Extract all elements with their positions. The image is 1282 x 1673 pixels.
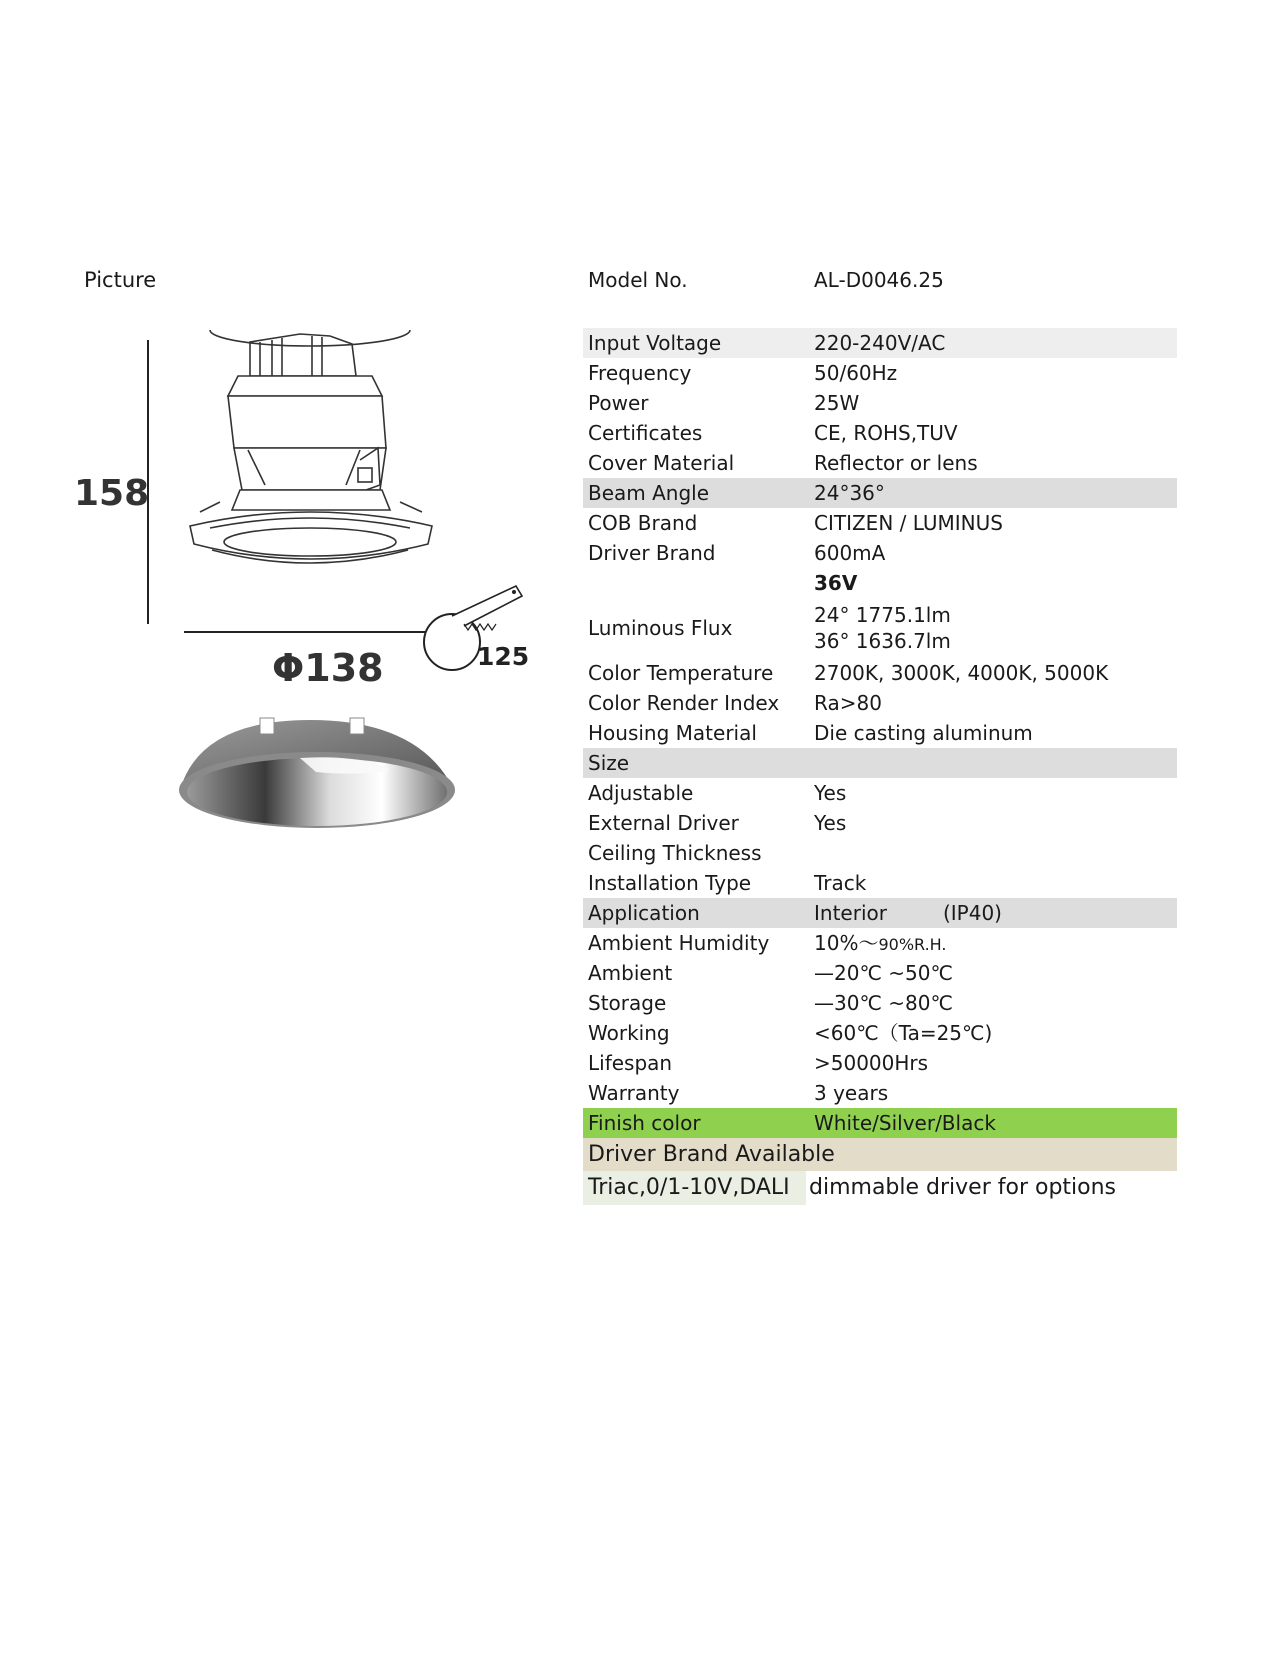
spec-value: CITIZEN / LUMINUS [814, 511, 1003, 535]
spec-value: —30℃ ~80℃ [814, 991, 953, 1015]
spec-row [583, 898, 1177, 928]
driver-options-row [583, 1171, 1177, 1205]
spec-row [583, 658, 1177, 688]
spec-key: Housing Material [588, 721, 757, 745]
spec-key: Adjustable [588, 781, 694, 805]
spec-row [583, 928, 1177, 958]
spec-value: Yes [814, 781, 847, 805]
spec-key: Lifespan [588, 1051, 673, 1075]
driver-available-label: Driver Brand Available [588, 1142, 835, 1167]
spec-row [583, 388, 1177, 418]
spec-row [583, 568, 1177, 598]
spec-value: 50/60Hz [814, 361, 898, 385]
spec-value: Track [814, 871, 867, 895]
spec-key: Finish color [588, 1111, 701, 1135]
spec-value: Reflector or lens [814, 451, 978, 475]
picture-label: Picture [84, 268, 157, 292]
spec-value [814, 928, 946, 960]
spec-row [583, 538, 1177, 568]
spec-row [583, 1048, 1177, 1078]
model-number-label: Model No. [588, 268, 688, 292]
spec-key: Ambient Humidity [588, 931, 770, 955]
spec-value: >50000Hrs [814, 1051, 929, 1075]
spec-row [583, 988, 1177, 1018]
spec-value: 600mA [814, 541, 886, 565]
spec-row [583, 718, 1177, 748]
spec-row [583, 748, 1177, 778]
cutout-dimension: 125 [477, 642, 530, 671]
spec-value: 220-240V/AC [814, 331, 946, 355]
spec-value: <60℃（Ta=25℃) [814, 1021, 993, 1045]
spec-value: 24°36° [814, 481, 885, 505]
spec-row [583, 508, 1177, 538]
spec-value: Yes [814, 811, 847, 835]
diameter-dimension: Φ138 [272, 646, 384, 690]
spec-key: Color Temperature [588, 661, 774, 685]
spec-value: CE, ROHS,TUV [814, 421, 958, 445]
driver-available-row [583, 1138, 1177, 1171]
spec-key: Installation Type [588, 871, 752, 895]
spec-row [583, 778, 1177, 808]
spec-key: Warranty [588, 1081, 680, 1105]
spec-key: Certificates [588, 421, 703, 445]
spec-row [583, 478, 1177, 508]
height-dimension: 158 [74, 473, 150, 514]
spec-row [583, 1018, 1177, 1048]
spec-row [583, 448, 1177, 478]
spec-row [583, 1078, 1177, 1108]
spec-key: Beam Angle [588, 481, 710, 505]
spec-key: Input Voltage [588, 331, 722, 355]
spec-row [583, 958, 1177, 988]
spec-key: Application [588, 901, 700, 925]
flux-line-2: 36° 1636.7lm [814, 629, 951, 653]
spec-value: White/Silver/Black [814, 1111, 996, 1135]
product-drawing [60, 330, 560, 870]
spec-key: Size [588, 751, 630, 775]
humidity-max: 90%R.H. [878, 935, 947, 954]
spec-value: 3 years [814, 1081, 889, 1105]
spec-value: 36V [814, 571, 858, 595]
spec-table [583, 328, 1177, 1205]
driver-options-key: Triac,0/1-10V,DALI [583, 1171, 806, 1205]
spec-key: Frequency [588, 361, 692, 385]
spec-key: Power [588, 391, 649, 415]
flux-line-1: 24° 1775.1lm [814, 603, 951, 627]
driver-options-value: dimmable driver for options [809, 1175, 1117, 1200]
model-number-value: AL-D0046.25 [814, 268, 944, 292]
spec-value: 25W [814, 391, 860, 415]
humidity-min: 10%～ [814, 931, 879, 955]
spec-key: Storage [588, 991, 667, 1015]
spec-key: Driver Brand [588, 541, 716, 565]
spec-value [814, 602, 951, 654]
spec-row [583, 598, 1177, 658]
spec-key: Ambient [588, 961, 673, 985]
reflector-image [179, 718, 455, 828]
ip-rating: (IP40) [942, 901, 1002, 925]
spec-row [583, 838, 1177, 868]
spec-row [583, 418, 1177, 448]
spec-row [583, 868, 1177, 898]
spec-key: Working [588, 1021, 670, 1045]
finish-color-row [583, 1108, 1177, 1138]
spec-key: COB Brand [588, 511, 698, 535]
spec-key: Color Render Index [588, 691, 780, 715]
spec-key: Cover Material [588, 451, 735, 475]
spec-key: Ceiling Thickness [588, 841, 762, 865]
spec-row [583, 808, 1177, 838]
spec-value [814, 898, 1002, 928]
spec-value: —20℃ ~50℃ [814, 961, 953, 985]
spec-value: Ra>80 [814, 691, 882, 715]
application-value: Interior [814, 901, 887, 925]
spec-value: Die casting aluminum [814, 721, 1033, 745]
spec-key: Luminous Flux [588, 616, 733, 640]
spec-key: External Driver [588, 811, 739, 835]
spec-row [583, 688, 1177, 718]
spec-row [583, 358, 1177, 388]
spec-row [583, 328, 1177, 358]
spec-value: 2700K, 3000K, 4000K, 5000K [814, 661, 1109, 685]
downlight-line-drawing [60, 330, 560, 870]
